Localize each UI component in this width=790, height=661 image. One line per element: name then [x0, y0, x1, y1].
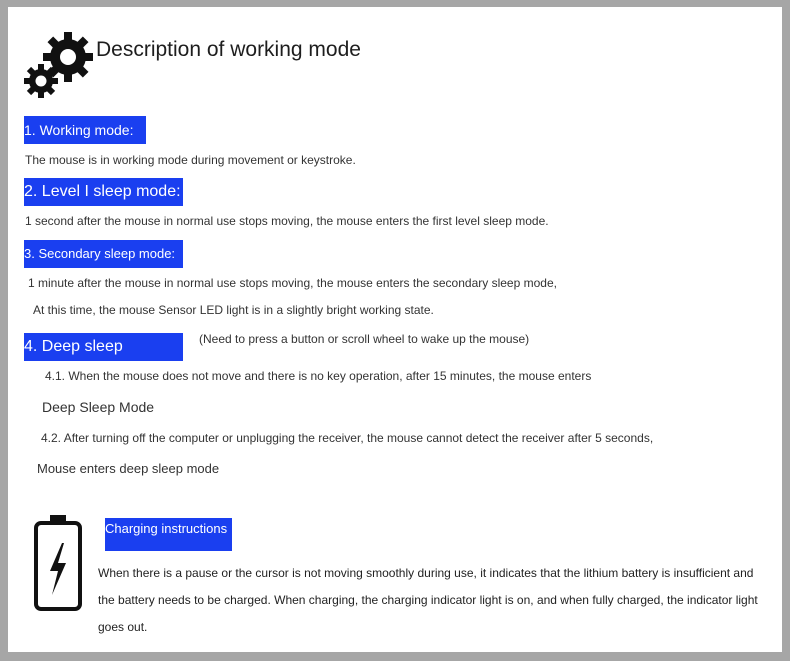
- section-text-secondary-sleep-1: 1 minute after the mouse in normal use stops moving, the mouse enters the secondary sleep mode,: [28, 276, 557, 290]
- charging-heading: Charging instructions: [105, 518, 232, 551]
- document-page: [8, 7, 782, 652]
- deep-sleep-item-4-2: 4.2. After turning off the computer or unplugging the receiver, the mouse cannot detect the receiver after 5 seconds,: [41, 431, 654, 445]
- deep-sleep-item-4-1-cont: Deep Sleep Mode: [42, 399, 155, 415]
- gears-icon: [24, 27, 98, 101]
- battery-charging-icon: [32, 513, 84, 613]
- section-heading-level-1-sleep: 2. Level I sleep mode:: [24, 178, 183, 206]
- deep-sleep-item-4-2-cont: Mouse enters deep sleep mode: [37, 461, 220, 476]
- section-heading-deep-sleep: 4. Deep sleep: [24, 333, 183, 361]
- section-text-level-1-sleep: 1 second after the mouse in normal use stops moving, the mouse enters the first level sleep mode.: [25, 214, 549, 228]
- section-heading-secondary-sleep: 3. Secondary sleep mode:: [24, 240, 183, 268]
- deep-sleep-note: (Need to press a button or scroll wheel to wake up the mouse): [199, 332, 530, 346]
- section-heading-working-mode: 1. Working mode:: [24, 116, 146, 144]
- charging-text: When there is a pause or the cursor is not moving smoothly during use, it indicates that the lithium battery is insufficient and the battery needs to be charged. When charging, the charging indicator light is on, and when fully charged, the indicator light goes out.: [98, 566, 758, 634]
- section-text-secondary-sleep-2: At this time, the mouse Sensor LED light is in a slightly bright working state.: [33, 303, 434, 317]
- deep-sleep-item-4-1: 4.1. When the mouse does not move and there is no key operation, after 15 minutes, the mouse enters: [45, 369, 592, 383]
- page-title: Description of working mode: [96, 38, 361, 61]
- section-text-working-mode: The mouse is in working mode during movement or keystroke.: [25, 153, 356, 167]
